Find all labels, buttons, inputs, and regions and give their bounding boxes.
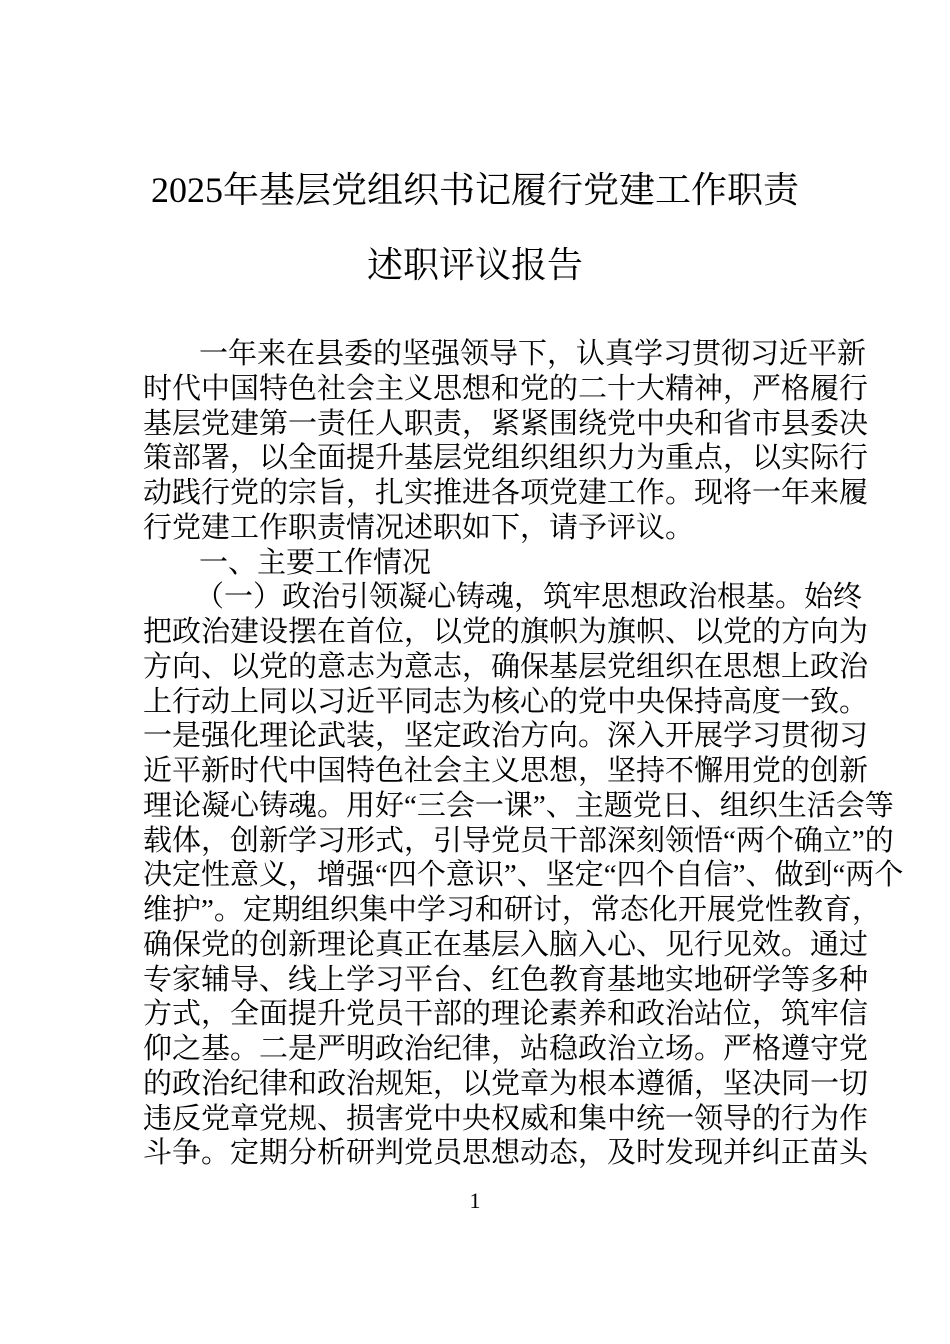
body-line: 方式，全面提升党员干部的理论素养和政治站位，筑牢信	[143, 998, 869, 1031]
body-line: 违反党章党规、损害党中央权威和集中统一领导的行为作	[143, 1102, 869, 1135]
body-line: 时代中国特色社会主义思想和党的二十大精神，严格履行	[143, 372, 869, 405]
document-body	[143, 337, 904, 1171]
body-line: 专家辅导、线上学习平台、红色教育基地实地研学等多种	[143, 963, 869, 996]
body-line: 维护”。定期组织集中学习和研讨，常态化开展党性教育，	[143, 894, 881, 926]
body-line: 确保党的创新理论真正在基层入脑入心、见行见效。通过	[143, 928, 869, 961]
body-line: 理论凝心铸魂。用好“三会一课”、主题党日、组织生活会等	[143, 789, 894, 822]
body-line: 行党建工作职责情况述职如下，请予评议。	[143, 511, 695, 544]
body-line: 方向、以党的意志为意志，确保基层党组织在思想上政治	[143, 650, 869, 683]
section-heading: 一、主要工作情况	[199, 546, 432, 579]
body-line: 近平新时代中国特色社会主义思想，坚持不懈用党的创新	[143, 755, 869, 787]
body-line: 一是强化理论武装，坚定政治方向。深入开展学习贯彻习	[143, 720, 869, 753]
body-line: 动践行党的宗旨，扎实推进各项党建工作。现将一年来履	[143, 477, 869, 509]
page-number: 1	[469, 1188, 481, 1213]
body-line: 上行动上同以习近平同志为核心的党中央保持高度一致。	[143, 685, 869, 718]
body-line: 把政治建设摆在首位，以党的旗帜为旗帜、以党的方向为	[143, 616, 869, 648]
body-line: 载体，创新学习形式，引导党员干部深刻领悟“两个确立”的	[143, 824, 894, 857]
subsection-heading-line: （一）政治引领凝心铸魂，筑牢思想政治根基。始终	[195, 581, 863, 614]
document-title-line-2: 述职评议报告	[366, 245, 583, 285]
body-line: 斗争。定期分析研判党员思想动态，及时发现并纠正苗头	[143, 1137, 869, 1170]
document-title-line-1: 2025年基层党组织书记履行党建工作职责	[150, 170, 799, 210]
body-line: 一年来在县委的坚强领导下，认真学习贯彻习近平新	[199, 338, 867, 370]
body-line: 的政治纪律和政治规矩，以党章为根本遵循，坚决同一切	[143, 1067, 869, 1100]
body-line: 决定性意义，增强“四个意识”、坚定“四个自信”、做到“两个	[143, 859, 904, 892]
body-line: 仰之基。二是严明政治纪律，站稳政治立场。严格遵守党	[143, 1033, 869, 1065]
body-line: 策部署，以全面提升基层党组织组织力为重点，以实际行	[143, 442, 869, 475]
body-line: 基层党建第一责任人职责，紧紧围绕党中央和省市县委决	[143, 407, 869, 440]
